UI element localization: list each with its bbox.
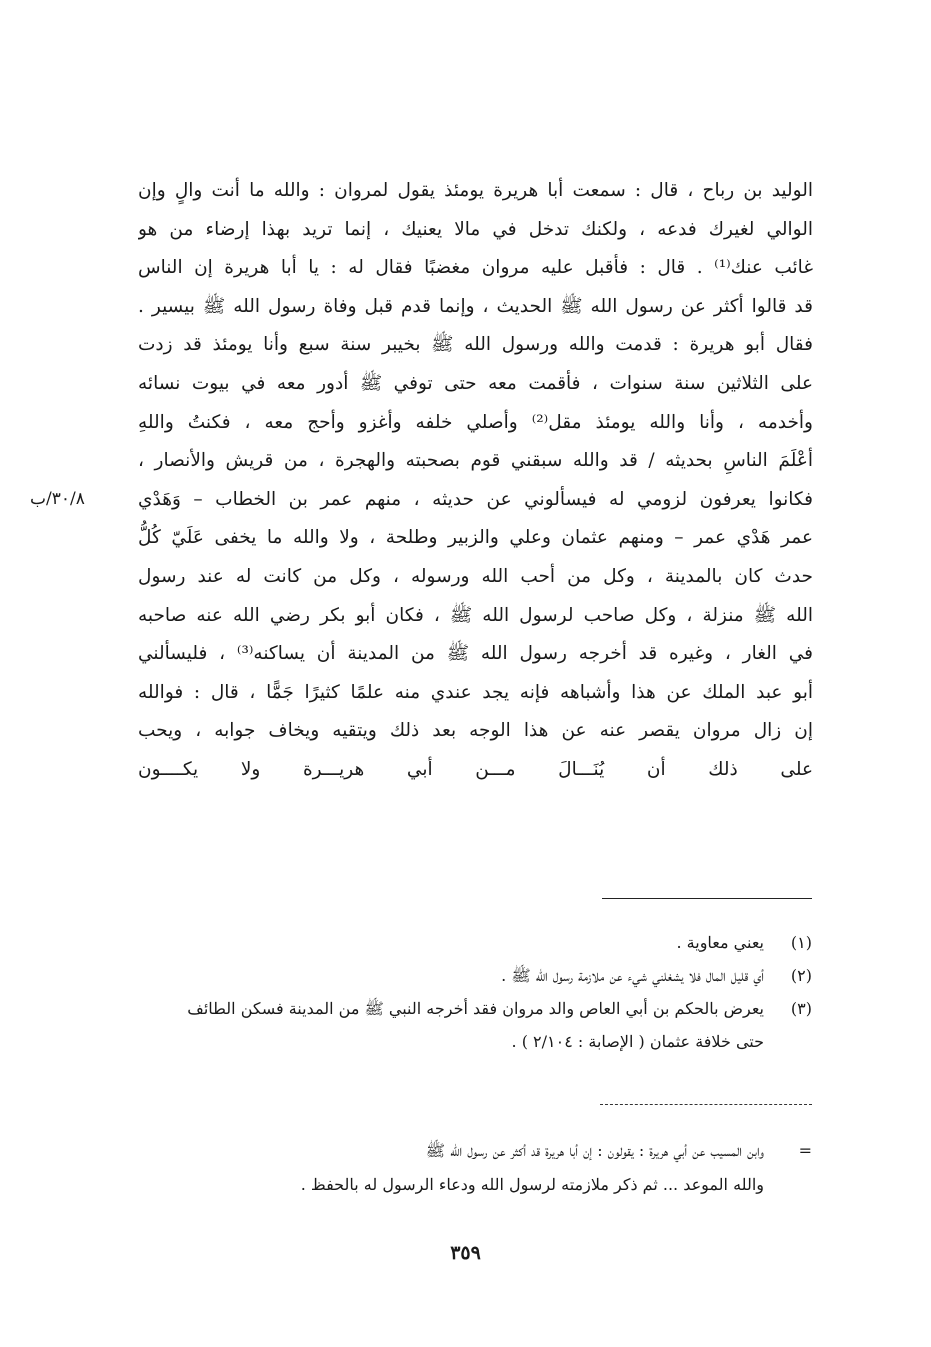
footnote-1: [140, 926, 812, 959]
text-line: على الثلاثين سنة سنوات ، فأقمت معه حتى توفي ﷺ أدور معه في بيوت نسائه: [138, 372, 813, 394]
text-line: أعْلَمَ الناسِ بحديثه / قد والله سبقني قوم بصحبته والهجرة ، من قريش والأنصار ،: [138, 450, 813, 472]
continued-note-separator: [600, 1104, 812, 1105]
footnote-text: يعرض بالحكم بن أبي العاص والد مروان فقد أخرجه النبي ﷺ من المدينة فسكن الطائف: [187, 999, 764, 1018]
footnote-text: أي قليل المال فلا يشغلني شيء عن ملازمة رسول الله ﷺ .: [501, 966, 764, 985]
manuscript-folio-reference: ٣٠/٨/ب: [30, 489, 85, 509]
text-line: الله ﷺ منزلة ، وكل صاحب لرسول الله ﷺ ، فكان أبو بكر رضي الله عنه صاحبه: [138, 604, 813, 626]
text-line: فقال أبو هريرة : قدمت والله ورسول الله ﷺ بخيبر سنة سبع وأنا يومئذ قد زدت: [138, 334, 813, 356]
text-line: الوالي لغيرك فدعه ، ولكنك تدخل في مالا يعنيك ، إنما تريد بهذا إرضاء من هو: [138, 218, 813, 240]
continued-note: [140, 1134, 812, 1202]
continued-note-body: [140, 1134, 764, 1202]
footnote-3: [140, 992, 812, 1058]
text-line: إن زال مروان يقصر عنه عن هذا الوجه بعد ذلك ويتقيه ويخاف جوابه ، ويحب: [138, 720, 813, 742]
text-line: على ذلك أن يُنَـــالَ مـــن أبي هريـــرة ولا يكــــون: [138, 758, 813, 780]
text-line: غائب عنك⁽¹⁾ . قال : فأقبل عليه مروان مغضبًا فقال له : يا أبا هريرة إن الناس: [138, 257, 813, 279]
text-line: عمر هَدْي عمر – ومنهم عثمان وعلي والزبير وطلحة ، ولا والله ما يخفى عَلَيّ كُلُّ: [138, 527, 813, 549]
continuation-mark: =: [798, 1141, 812, 1160]
text-line: فكانوا يعرفون لزومي له فيسألوني عن حديثه ، منهم عمر بن الخطاب – وَهَدْي: [138, 488, 813, 510]
text-line: أبو عبد الملك عن هذا وأشباهه فإنه يجد عندي منه علمًا كثيرًا جَمًّا ، قال : فوالله: [138, 681, 813, 703]
footnote-number: (٣): [790, 999, 812, 1018]
continued-note-text: وابن المسيب عن أبي هريرة : يقولون : إن أبا هريرة قد أكثر عن رسول الله ﷺ: [425, 1141, 764, 1160]
footnotes: [140, 926, 812, 1058]
page-number: ٣٥٩: [450, 1242, 481, 1264]
continued-note-row: [140, 1134, 812, 1202]
footnote-text: حتى خلافة عثمان ( الإصابة : ٢/١٠٤ ) .: [511, 1032, 764, 1051]
footnote-body: [140, 992, 764, 1058]
text-line: وأخدمه ، وأنا والله يومئذ مقل⁽²⁾ وأصلي خلفه وأغزو وأحج معه ، فكنتُ واللهِ: [138, 411, 813, 433]
continued-note-text: والله الموعد ... ثم ذكر ملازمته لرسول الله ودعاء الرسول له بالحفظ .: [300, 1175, 764, 1194]
footnote-number: (٢): [790, 966, 812, 985]
footnote-number: (١): [790, 933, 812, 952]
main-text-block: [138, 172, 813, 790]
footnote-2: [140, 959, 812, 992]
text-line: حدث كان بالمدينة ، وكل من أحب الله ورسوله ، وكل من كانت له عند رسول: [138, 565, 813, 587]
text-line: في الغار ، وغيره قد أخرجه رسول الله ﷺ من المدينة أن يساكنه⁽³⁾ ، فليسألني: [138, 643, 813, 665]
footnote-separator: [602, 898, 812, 899]
footnote-body: [140, 926, 764, 959]
text-line: قد قالوا أكثر عن رسول الله ﷺ الحديث ، وإنما قدم قبل وفاة رسول الله ﷺ بيسير .: [138, 295, 813, 317]
footnote-text: يعني معاوية .: [676, 933, 764, 952]
text-line: الوليد بن رباح ، قال : سمعت أبا هريرة يومئذ يقول لمروان : والله ما أنت والٍ وإن: [138, 180, 813, 201]
footnote-body: [140, 959, 764, 992]
